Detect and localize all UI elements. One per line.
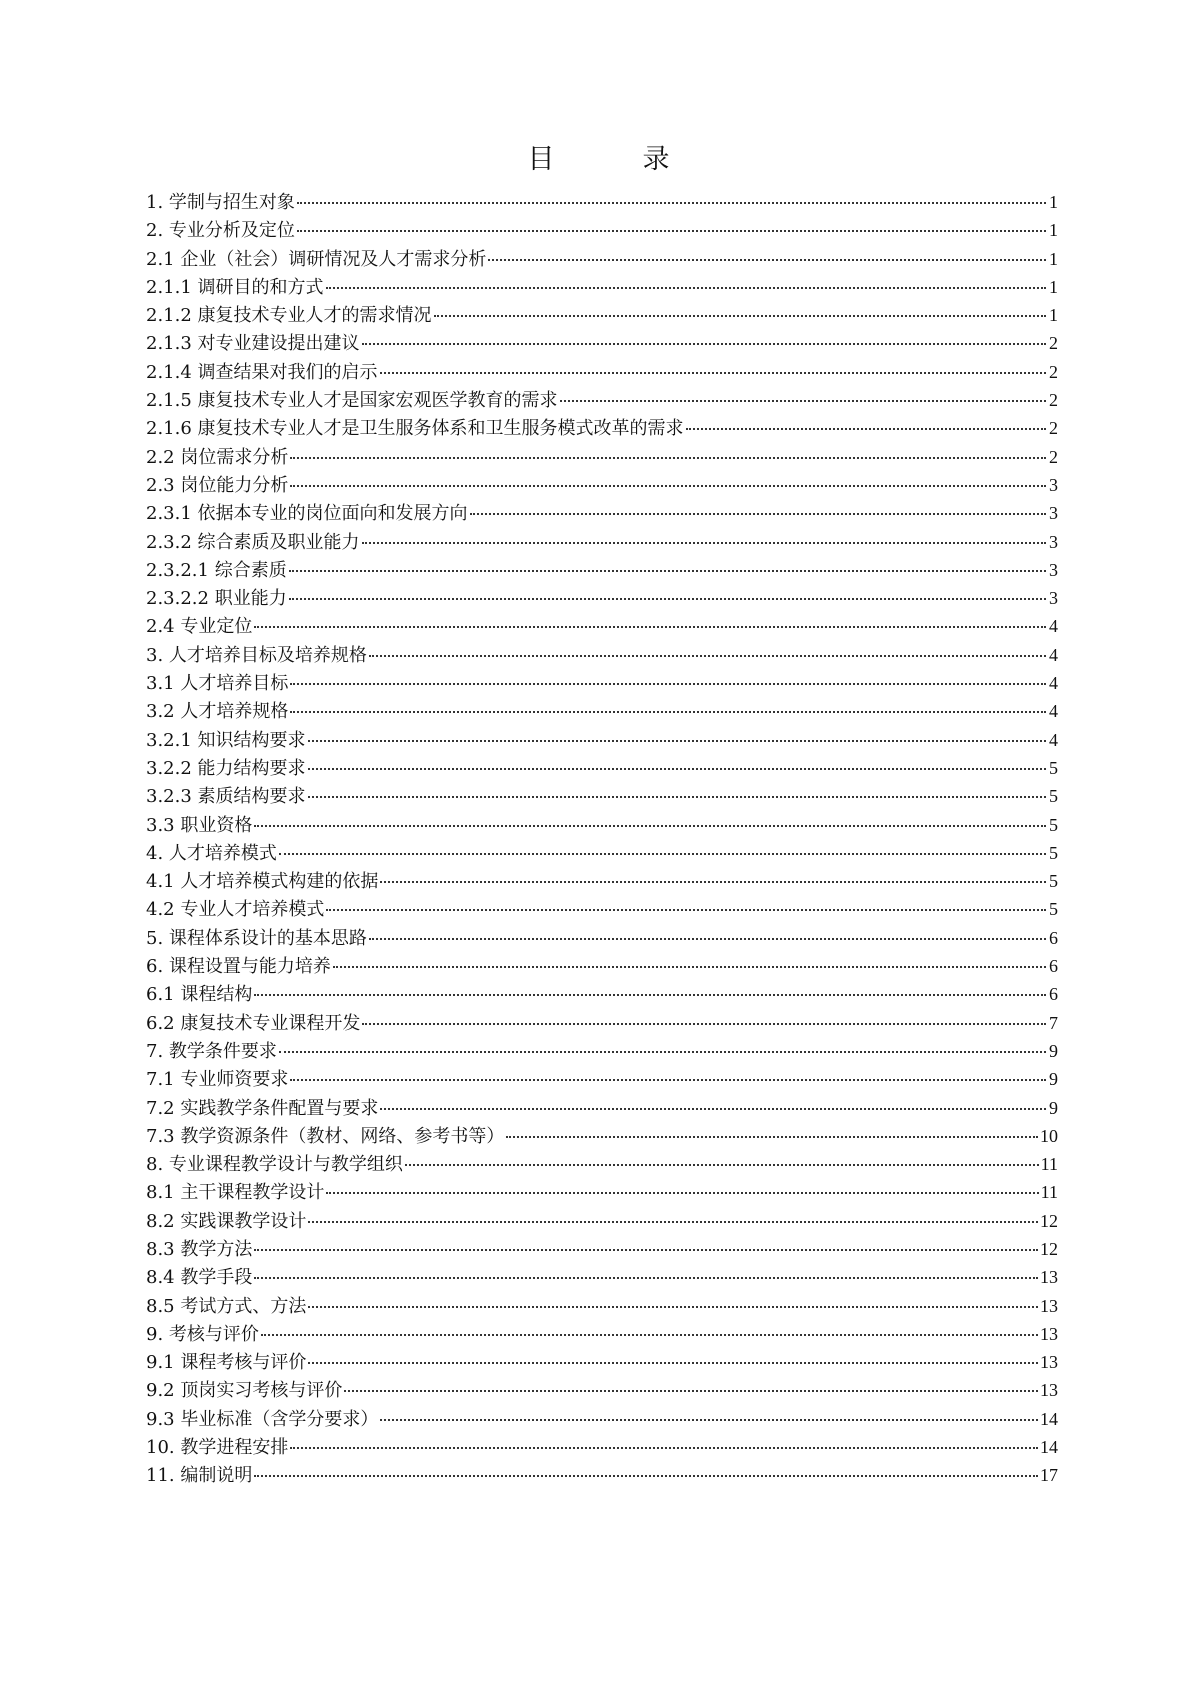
toc-entry-label: 3.3 职业资格 [146,814,253,836]
toc-dot-leader [254,993,1046,996]
toc-entry-label: 2.2 岗位需求分析 [146,446,289,468]
toc-dot-leader [380,880,1046,883]
toc-entry-label: 2.3.2.1 综合素质 [146,559,287,581]
toc-entry-page-number: 11 [1040,1182,1058,1203]
toc-entry[interactable] [146,811,1058,839]
toc-entry-page-number: 5 [1049,871,1058,892]
toc-entry-page-number: 2 [1049,446,1058,467]
toc-entry-page-number: 1 [1049,192,1058,212]
toc-dot-leader [290,1446,1038,1449]
toc-dot-leader [290,682,1046,685]
toc-entry-page-number: 2 [1049,418,1058,439]
toc-entry-page-number: 10 [1040,1125,1058,1146]
toc-entry[interactable] [146,1150,1058,1178]
toc-entry[interactable] [146,924,1058,952]
toc-dot-leader [308,767,1046,770]
toc-entry-label: 10. 教学进程安排 [146,1437,289,1459]
toc-entry[interactable] [146,867,1058,895]
toc-entry-label: 7.3 教学资源条件（教材、网络、参考书等） [146,1125,505,1147]
toc-entry-label: 7. 教学条件要求 [146,1040,277,1062]
toc-entry-label: 6. 课程设置与能力培养 [146,956,331,978]
toc-dot-leader [362,342,1046,345]
toc-entry[interactable] [146,754,1058,782]
toc-entry-page-number: 6 [1049,984,1058,1005]
toc-entry[interactable] [146,1263,1058,1291]
toc-entry[interactable] [146,443,1058,471]
toc-entry[interactable] [146,358,1058,386]
toc-dot-leader [344,1389,1038,1392]
toc-entry[interactable] [146,641,1058,669]
toc-entry[interactable] [146,782,1058,810]
toc-entry[interactable] [146,1207,1058,1235]
toc-entry-page-number: 1 [1049,248,1058,269]
toc-entry[interactable] [146,1235,1058,1263]
toc-entry-label: 9.3 毕业标准（含学分要求） [146,1408,379,1430]
toc-entry-label: 2.1.2 康复技术专业人才的需求情况 [146,305,432,327]
toc-entry[interactable] [146,980,1058,1008]
toc-entry-label: 2.1 企业（社会）调研情况及人才需求分析 [146,248,487,270]
toc-dot-leader [470,512,1046,515]
toc-entry-page-number: 6 [1049,956,1058,977]
toc-entry-label: 9.1 课程考核与评价 [146,1352,307,1374]
toc-entry-page-number: 5 [1049,786,1058,807]
toc-entry-page-number: 3 [1049,559,1058,580]
toc-entry[interactable] [146,1122,1058,1150]
toc-entry[interactable] [146,188,1058,216]
toc-entry[interactable] [146,1433,1058,1461]
toc-entry-label: 2.1.1 调研目的和方式 [146,276,324,298]
toc-dot-leader [254,1276,1038,1279]
toc-entry-label: 4. 人才培养模式 [146,842,277,864]
toc-dot-leader [405,1163,1039,1166]
toc-entry[interactable] [146,839,1058,867]
toc-entry[interactable] [146,528,1058,556]
toc-entry[interactable] [146,895,1058,923]
toc-entry-page-number: 5 [1049,814,1058,835]
toc-entry-page-number: 4 [1049,616,1058,637]
toc-entry[interactable] [146,245,1058,273]
toc-entry-label: 2.1.3 对专业建设提出建议 [146,333,360,355]
toc-entry-label: 8.2 实践课教学设计 [146,1210,307,1232]
toc-entry-page-number: 13 [1040,1352,1058,1373]
toc-entry-label: 6.1 课程结构 [146,984,253,1006]
toc-entry[interactable] [146,584,1058,612]
toc-entry[interactable] [146,1178,1058,1206]
toc-entry-label: 3.2.3 素质结构要求 [146,786,306,808]
toc-entry-page-number: 3 [1049,503,1058,524]
toc-entry-label: 3.2.1 知识结构要求 [146,729,306,751]
toc-dot-leader [380,1418,1038,1421]
toc-dot-leader [254,625,1046,628]
toc-entry-page-number: 2 [1049,390,1058,411]
toc-entry-page-number: 13 [1040,1323,1058,1344]
toc-dot-leader [289,597,1046,600]
toc-entry-page-number: 2 [1049,333,1058,354]
toc-dot-leader [380,1107,1046,1110]
toc-entry-page-number: 6 [1049,927,1058,948]
toc-dot-leader [254,1248,1038,1251]
toc-entry[interactable] [146,273,1058,301]
toc-dot-leader [380,371,1046,374]
toc-dot-leader [560,399,1046,402]
toc-entry-page-number: 12 [1040,1210,1058,1231]
toc-entry-label: 8.4 教学手段 [146,1267,253,1289]
toc-entry-label: 2.1.4 调查结果对我们的启示 [146,361,378,383]
toc-entry-page-number: 1 [1049,220,1058,241]
toc-entry-label: 3.2 人才培养规格 [146,701,289,723]
toc-dot-leader [686,427,1046,430]
toc-entry-page-number: 4 [1049,644,1058,665]
toc-dot-leader [369,654,1046,657]
toc-entry-page-number: 3 [1049,474,1058,495]
toc-dot-leader [290,484,1046,487]
toc-entry-label: 2. 专业分析及定位 [146,220,295,242]
toc-dot-leader [333,965,1046,968]
toc-dot-leader [297,229,1046,232]
toc-entry[interactable] [146,612,1058,640]
toc-entry-label: 7.2 实践教学条件配置与要求 [146,1097,379,1119]
toc-entry-label: 2.1.6 康复技术专业人才是卫生服务体系和卫生服务模式改革的需求 [146,418,684,440]
toc-entry-page-number: 1 [1049,305,1058,326]
toc-entry-label: 2.3.1 依据本专业的岗位面向和发展方向 [146,503,468,525]
toc-dot-leader [297,201,1046,204]
toc-entry-label: 7.1 专业师资要求 [146,1069,289,1091]
toc-entry-label: 8.1 主干课程教学设计 [146,1182,325,1204]
toc-entry[interactable] [146,414,1058,442]
toc-entry-label: 8. 专业课程教学设计与教学组织 [146,1154,403,1176]
toc-dot-leader [369,937,1046,940]
toc-entry[interactable] [146,1009,1058,1037]
toc-dot-leader [308,1220,1038,1223]
toc-title-right: 录 [642,144,672,175]
toc-entry-page-number: 14 [1040,1437,1058,1458]
toc-dot-leader [261,1333,1038,1336]
toc-entry-label: 2.4 专业定位 [146,616,253,638]
toc-entry-page-number: 1 [1049,276,1058,297]
toc-entry-page-number: 9 [1049,1097,1058,1118]
toc-entry-page-number: 5 [1049,757,1058,778]
toc-dot-leader [506,1135,1038,1138]
toc-dot-leader [362,1022,1046,1025]
toc-entry-page-number: 13 [1040,1267,1058,1288]
toc-entry-page-number: 2 [1049,361,1058,382]
toc-title-left: 目 [527,144,557,175]
toc-dot-leader [308,739,1046,742]
toc-entry[interactable] [146,386,1058,414]
toc-entry[interactable] [146,216,1058,244]
toc-entry-label: 4.1 人才培养模式构建的依据 [146,871,379,893]
toc-entry-label: 2.1.5 康复技术专业人才是国家宏观医学教育的需求 [146,390,558,412]
toc-dot-leader [326,286,1046,289]
toc-entry-label: 11. 编制说明 [146,1465,253,1487]
toc-entry[interactable] [146,952,1058,980]
toc-entry[interactable] [146,329,1058,357]
toc-entry-label: 6.2 康复技术专业课程开发 [146,1012,361,1034]
toc-entry-label: 3.1 人才培养目标 [146,673,289,695]
toc-entry-page-number: 4 [1049,701,1058,722]
toc-entry-label: 3.2.2 能力结构要求 [146,757,306,779]
toc-entry-label: 5. 课程体系设计的基本思路 [146,927,367,949]
toc-entry[interactable] [146,697,1058,725]
toc-entry[interactable] [146,556,1058,584]
toc-entry[interactable] [146,471,1058,499]
toc-entry[interactable] [146,726,1058,754]
toc-entry[interactable] [146,1376,1058,1404]
toc-entry[interactable] [146,1348,1058,1376]
toc-entry-page-number: 9 [1049,1040,1058,1061]
toc-entry-page-number: 12 [1040,1238,1058,1259]
toc-entry-label: 1. 学制与招生对象 [146,192,295,213]
toc-dot-leader [254,1474,1038,1477]
toc-entry-page-number: 3 [1049,588,1058,609]
toc-title [0,140,1199,180]
toc-entry-label: 2.3.2.2 职业能力 [146,588,287,610]
toc-dot-leader [308,795,1046,798]
toc-entry-label: 4.2 专业人才培养模式 [146,899,325,921]
toc-entry-page-number: 13 [1040,1380,1058,1401]
toc-entry-label: 2.3.2 综合素质及职业能力 [146,531,360,553]
toc-dot-leader [290,456,1046,459]
toc-entry-page-number: 4 [1049,729,1058,750]
toc-entry-page-number: 5 [1049,899,1058,920]
toc-entry[interactable] [146,1292,1058,1320]
toc-dot-leader [488,258,1046,261]
toc-dot-leader [290,1078,1046,1081]
toc-entry-page-number: 11 [1040,1154,1058,1175]
toc-entry[interactable] [146,1405,1058,1433]
toc-dot-leader [279,852,1046,855]
toc-entry-label: 9.2 顶岗实习考核与评价 [146,1380,343,1402]
toc-dot-leader [362,541,1046,544]
toc-entry-page-number: 5 [1049,842,1058,863]
toc-dot-leader [290,710,1046,713]
toc-entry-page-number: 14 [1040,1408,1058,1429]
toc-entry[interactable] [146,669,1058,697]
toc-dot-leader [308,1361,1038,1364]
toc-dot-leader [434,314,1046,317]
toc-entry-label: 3. 人才培养目标及培养规格 [146,644,367,666]
toc-dot-leader [289,569,1046,572]
toc-entry-label: 8.5 考试方式、方法 [146,1295,307,1317]
toc-entry[interactable] [146,1461,1058,1489]
toc-dot-leader [326,908,1046,911]
toc-entry-page-number: 9 [1049,1069,1058,1090]
toc-entry-page-number: 3 [1049,531,1058,552]
toc-entry-page-number: 17 [1040,1465,1058,1486]
toc-entry-page-number: 13 [1040,1295,1058,1316]
toc-entry[interactable] [146,1094,1058,1122]
toc-entry-page-number: 4 [1049,673,1058,694]
toc-dot-leader [308,1305,1038,1308]
toc-entry[interactable] [146,1065,1058,1093]
toc-dot-leader [279,1050,1046,1053]
toc-list [146,188,1058,1490]
toc-entry[interactable] [146,301,1058,329]
toc-dot-leader [254,824,1046,827]
toc-entry[interactable] [146,1320,1058,1348]
toc-entry-label: 9. 考核与评价 [146,1323,259,1345]
toc-entry[interactable] [146,1037,1058,1065]
toc-dot-leader [326,1191,1038,1194]
toc-entry-label: 8.3 教学方法 [146,1238,253,1260]
toc-entry-label: 2.3 岗位能力分析 [146,474,289,496]
toc-entry[interactable] [146,499,1058,527]
toc-entry-page-number: 7 [1049,1012,1058,1033]
